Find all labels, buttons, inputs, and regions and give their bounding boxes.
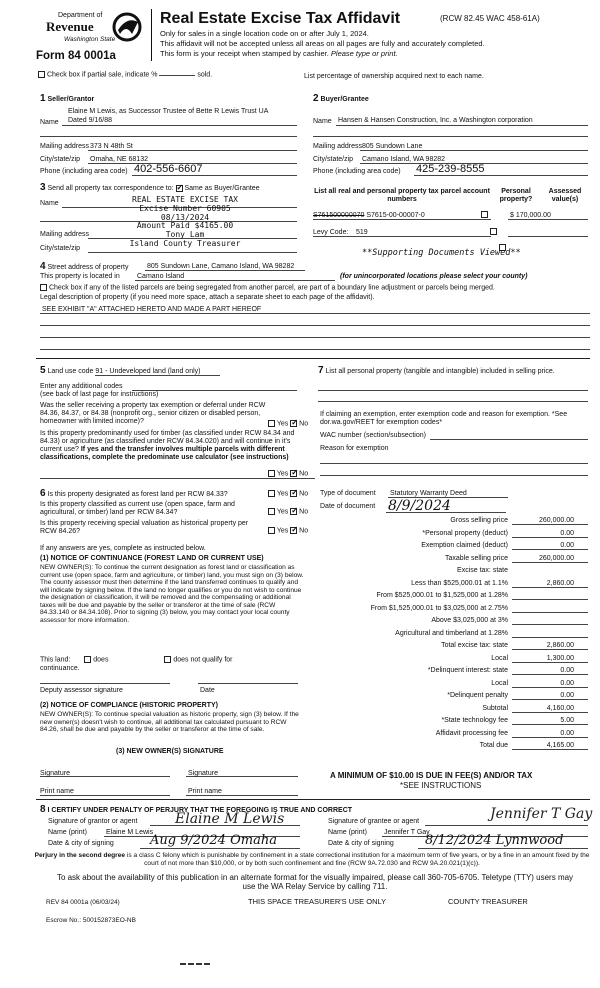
- print-label-1: Print name: [40, 788, 74, 795]
- assessed-value: $ 170,000.00: [510, 212, 551, 219]
- personal-property-checkbox-2[interactable]: [490, 228, 497, 235]
- parcel-number: S7615-00-00007-0: [366, 212, 425, 219]
- s5-q2-yesno: Yes ✓ No: [268, 470, 308, 478]
- s6-q1-yesno: Yes ✓ No: [268, 490, 308, 498]
- tax-row-label: Affidavit processing fee: [435, 729, 508, 737]
- stamp-line-4: Tony Lam: [165, 230, 205, 240]
- s6-q1-yes-checkbox[interactable]: [268, 490, 275, 497]
- tax-row-value: 1,300.00: [546, 654, 574, 662]
- stamp-line-0: REAL ESTATE EXCISE TAX: [132, 195, 238, 204]
- grantee-name-label: Name (print): [328, 829, 367, 836]
- alt-format-text: To ask about the availability of this publication in an alternate format for the visually impaired, please call 360-705-6705. Teletype (TTY) users may use the WA Relay Service by calling 711.: [56, 873, 574, 892]
- partial-sale-row: [38, 71, 212, 79]
- s5-q1: Was the seller receiving a property tax exemption or deferral under RCW 84.36, 84.37, or 84.38 (nonprofit org., senior citizen or disabled person, homeowner with limited income)?: [40, 402, 266, 426]
- grantee-date-value: 8/12/2024 Lynnwood: [425, 833, 564, 848]
- print-label-2: Print name: [188, 788, 222, 795]
- seller-name-label: Name: [40, 119, 59, 126]
- levy-value: 519: [356, 229, 368, 236]
- form-title: Real Estate Excise Tax Affidavit: [160, 10, 401, 27]
- tax-row-label: *Delinquent interest: state: [427, 667, 508, 674]
- tax-row-value: 0.00: [560, 679, 574, 687]
- additional-codes: Enter any additional codes: [40, 383, 123, 390]
- dept-line3: Washington State: [64, 36, 116, 43]
- tax-row-line: [512, 687, 588, 688]
- grantor-name-value: Elaine M Lewis: [106, 829, 154, 836]
- tax-row-value: 5.00: [560, 717, 574, 724]
- s6-q3-yes-checkbox[interactable]: [268, 527, 275, 534]
- s5-q1-no-checkbox[interactable]: [290, 420, 297, 427]
- form-number: Form 84 0001a: [36, 50, 116, 62]
- buyer-name-value: Hansen & Hansen Construction, Inc. a Washington corporation: [338, 117, 533, 124]
- tax-row-label: Taxable selling price: [444, 554, 508, 562]
- partial-sale-right: List percentage of ownership acquired next to each name.: [304, 73, 484, 80]
- deputy-date-label: Date: [200, 687, 215, 694]
- street-address-value: 805 Sundown Lane, Camano Island, WA 98282: [147, 263, 295, 270]
- doc-date-value: 8/9/2024: [388, 498, 451, 514]
- tax-row-line: [512, 637, 588, 638]
- parcel-col1-header: List all real and personal property tax parcel account numbers: [314, 188, 490, 204]
- seller-city-value: Omaha, NE 68132: [90, 156, 148, 163]
- tax-row-line: [512, 549, 588, 550]
- notice2-body: NEW OWNER(S): To continue special valuation as historic property, sign (3) below. If the new owner(s) doesn't wish to continue, all additional tax calculated pursuant to RCW 84.26, shall be due and payable by the seller or transferor at the time of sale.: [40, 711, 299, 734]
- s6-q1: 6 Is this property designated as forest land per RCW 84.33?: [40, 488, 228, 499]
- tax-row-line: [512, 562, 588, 563]
- tax-row-value: 0.00: [560, 542, 574, 549]
- partial-sale-label-a: Check box if partial sale, indicate %: [46, 71, 158, 79]
- doc-type-value: Statutory Warranty Deed: [390, 490, 467, 497]
- buyer-city-value: Camano Island, WA 98282: [362, 156, 446, 163]
- seller-city-label: City/state/zip: [40, 156, 81, 163]
- tax-row-label: Total due: [479, 742, 508, 749]
- tax-row-label: Exemption claimed (deduct): [421, 542, 508, 549]
- supporting-docs: **Supporting Documents Viewed**: [362, 248, 521, 258]
- located-label: This property is located in: [40, 273, 120, 280]
- levy-label: Levy Code:: [313, 229, 349, 236]
- treasurer-stamp: [110, 196, 260, 249]
- perjury-text: Perjury in the second degree is a class C felony which is punishable by confinement in a state correctional institution for a maximum term of five years, or by a fine in an amount fixed by the court of not more than $10,000, or by both such confinement and fine (RCW 9A.72.030 and RCW 9A.20.021(1)(c)).: [34, 852, 590, 867]
- notice1-head: (1) NOTICE OF CONTINUANCE (FOREST LAND OR CURRENT USE): [40, 555, 264, 562]
- sig-label-1: Signature: [40, 770, 70, 777]
- wac-label: WAC number (section/subsection): [320, 432, 426, 439]
- section4-heading: 4 Street address of property: [40, 261, 129, 272]
- tax-row-line: [512, 612, 588, 613]
- s6-q3-no-checkbox[interactable]: [290, 527, 297, 534]
- s5-q2-yes-checkbox[interactable]: [268, 470, 275, 477]
- sig-label-2: Signature: [188, 770, 218, 777]
- s6-q3-yesno: Yes ✓ No: [268, 527, 308, 535]
- tax-row-label: Excise tax: state: [457, 567, 508, 574]
- tax-row-line: [512, 624, 588, 625]
- partial-sale-label-b: sold.: [197, 71, 213, 79]
- grantor-name-label: Name (print): [48, 829, 87, 836]
- s6-q2-yes-checkbox[interactable]: [268, 508, 275, 515]
- reason-label: Reason for exemption: [320, 445, 389, 452]
- form-rcw: (RCW 82.45 WAC 458-61A): [440, 14, 540, 23]
- tax-row-value: 0.00: [560, 529, 574, 537]
- tax-row-label: Above $3,025,000 at 3%: [431, 617, 508, 624]
- segregated-row: Check box if any of the listed parcels are being segregated from another parcel, are part of a boundary line adjustment or parcels being merged.: [40, 284, 590, 292]
- personal-property-checkbox-1[interactable]: [481, 211, 488, 218]
- tax-row-value: 0.00: [560, 692, 574, 699]
- partial-sale-checkbox[interactable]: [38, 71, 45, 78]
- tax-row-label: Agricultural and timberland at 1.28%: [395, 629, 508, 637]
- dor-emblem-icon: [112, 12, 142, 42]
- header-divider: [151, 9, 152, 61]
- dept-line2: Revenue: [46, 19, 94, 34]
- s5-q1-yesno: Yes ✓ No: [268, 420, 308, 428]
- seller-phone-label: Phone (including area code): [40, 168, 128, 175]
- tax-row-label: *Delinquent penalty: [447, 692, 508, 699]
- parcel-col2-header: Personal property?: [499, 188, 533, 204]
- tax-row-line: [512, 599, 588, 600]
- s3-name-label: Name: [40, 200, 59, 207]
- buyer-name-label: Name: [313, 118, 332, 125]
- legal-description-label: Legal description of property (if you need more space, attach a separate sheet to each page of the affidavit).: [40, 294, 375, 301]
- unincorporated-note: (for unincorporated locations please select your county): [340, 273, 528, 280]
- located-value: Camano Island: [137, 273, 185, 280]
- s3-city-label: City/state/zip: [40, 245, 81, 252]
- stamp-line-1: Excise Number 60905: [139, 203, 231, 213]
- tax-row-line: [512, 649, 588, 650]
- footer-escrow: Escrow No.: 500152873EO-NB: [46, 917, 136, 924]
- stamp-line-5: Island County Treasurer: [129, 238, 241, 248]
- buyer-heading: 2 Buyer/Grantee: [313, 93, 369, 104]
- footer-mark: [180, 963, 210, 965]
- tax-row-line: [512, 712, 588, 713]
- parcel-struck: S761500000070: [313, 212, 365, 219]
- does-not-checkbox[interactable]: [164, 656, 171, 663]
- buyer-mailing-label: Mailing address: [313, 143, 363, 150]
- tax-row-label: Total excise tax: state: [441, 642, 508, 649]
- tax-row-label: *Personal property (deduct): [422, 529, 508, 537]
- this-land-row: This land: does does not qualify for: [40, 656, 233, 664]
- tax-row-line: [512, 537, 588, 538]
- tax-row-label: Subtotal: [482, 704, 508, 712]
- land-use-value: 91 - Undeveloped land (land only): [95, 368, 220, 376]
- tax-row-value: 2,860.00: [546, 642, 574, 649]
- s5-q2-no-checkbox[interactable]: [290, 470, 297, 477]
- tax-row-line: [512, 737, 588, 738]
- tax-row-label: From $1,525,000.01 to $3,025,000 at 2.75%: [370, 604, 508, 612]
- section7-heading: 7 List all personal property (tangible and intangible) included in selling price.: [318, 365, 555, 376]
- buyer-mailing-value: 805 Sundown Lane: [362, 143, 423, 150]
- seller-phone-value: 402-556-6607: [134, 163, 203, 175]
- tax-row-label: *State technology fee: [441, 717, 508, 724]
- header-line3-b: Please type or print.: [330, 49, 398, 58]
- section3-heading: 3 Send all property tax correspondence to: ✓ Same as Buyer/Grantee: [40, 182, 260, 194]
- header-line2: This affidavit will not be accepted unless all areas on all pages are fully and accurately completed.: [160, 39, 485, 48]
- grantee-sig-label: Signature of grantee or agent: [328, 818, 420, 825]
- deputy-label: Deputy assessor signature: [40, 687, 123, 694]
- tax-row-value: 4,160.00: [546, 704, 574, 712]
- s5-q2: Is this property predominantly used for timber (as classified under RCW 84.34 and 84.33) or agriculture (as classified under RCW 84.34.020) and will continue in it's current use? If yes and the transfer involves multiple parcels with different classifications, complete the predominate use calculator (see instructions): [40, 430, 295, 462]
- tax-row-label: Local: [491, 654, 508, 662]
- grantor-date-label: Date & city of signing: [48, 840, 114, 847]
- s6-q1-no-checkbox[interactable]: [290, 490, 297, 497]
- grantor-signature: Elaine M Lewis: [175, 811, 285, 827]
- seller-heading: 1 Seller/Grantor: [40, 93, 95, 104]
- tax-row-line: [512, 587, 588, 588]
- buyer-phone-value: 425-239-8555: [416, 163, 485, 175]
- grantee-date-label: Date & city of signing: [328, 840, 394, 847]
- tax-row-value: 260,000.00: [538, 517, 574, 524]
- section5-heading: 5 Land use code 91 - Undeveloped land (land only): [40, 365, 220, 377]
- header-line1: Only for sales in a single location code on or after July 1, 2024.: [160, 29, 369, 38]
- parcel-col3-header: Assessed value(s): [548, 188, 582, 204]
- footer-rev: REV 84 0001a (06/03/24): [46, 899, 120, 906]
- minimum-due: A MINIMUM OF $10.00 IS DUE IN FEE(S) AND/OR TAX: [330, 771, 533, 780]
- segregated-checkbox[interactable]: [40, 284, 47, 291]
- see-back: (see back of last page for instructions): [40, 391, 159, 398]
- tax-row-value: 260,000.00: [538, 554, 574, 562]
- grantee-name-value: Jennifer T Gay: [384, 829, 430, 836]
- header-line3-a: This form is your receipt when stamped by cashier.: [160, 49, 331, 58]
- footer-treasurer: THIS SPACE TREASURER'S USE ONLY: [248, 897, 387, 906]
- tax-row-label: From $525,000.01 to $1,525,000 at 1.28%: [376, 592, 508, 599]
- s3-mailing-label: Mailing address: [40, 231, 90, 238]
- tax-row-line: [512, 674, 588, 675]
- seller-mailing-value: 373 N 48th St: [90, 143, 133, 150]
- tax-row-line: [512, 699, 588, 700]
- tax-row-value: 2,860.00: [546, 579, 574, 587]
- tax-row-line: [512, 524, 588, 525]
- s6-q2: Is this property classified as current use (open space, farm and agricultural, or timber) land per RCW 84.34?: [40, 501, 235, 517]
- tax-row-label: Gross selling price: [450, 517, 508, 524]
- tax-row-label: Local: [491, 679, 508, 687]
- s6-q2-yesno: Yes ✓ No: [268, 508, 308, 516]
- footer-county: COUNTY TREASURER: [448, 897, 528, 906]
- exemption-text: If claiming an exemption, enter exemption code and reason for exemption. *See dor.wa.gov/REET for exemption codes*: [320, 411, 568, 427]
- notice1-body: NEW OWNER(S): To continue the current designation as forest land or classification as current use (open space, farm and agriculture, or timber) land, you must sign on (3) below. The county assessor must then determine if the land transferred continues to qualify and will indicate by signing below. If the land no longer qualifies or you do not wish to continue the designation or classification, it will be removed and the compensating or additional taxes will be due and payable by the seller or transferor at the time of sale (RCW 84.33.140 or 84.34.108). Prior to signing (3) below, you may contact your local county assessor for more information.: [40, 564, 304, 625]
- seller-name-2: Dated 9/16/88: [68, 117, 112, 124]
- seller-mailing-label: Mailing address: [40, 143, 90, 150]
- doc-date-label: Date of document: [320, 503, 376, 510]
- grantor-date-value: Aug 9/2024 Omaha: [150, 833, 277, 848]
- stamp-line-3: Amount Paid $4165.00: [136, 221, 234, 231]
- s5-q1-yes-checkbox[interactable]: [268, 420, 275, 427]
- see-instructions: *SEE INSTRUCTIONS: [400, 781, 482, 790]
- tax-row-line: [512, 724, 588, 725]
- same-as-buyer-checkbox[interactable]: [176, 185, 183, 192]
- grantor-sig-label: Signature of grantor or agent: [48, 818, 138, 825]
- s6-q3: Is this property receiving special valuation as historical property per RCW 84.26?: [40, 520, 249, 536]
- tax-row-value: 0.00: [560, 667, 574, 674]
- exhibit-text: SEE EXHIBIT "A" ATTACHED HERETO AND MADE A PART HEREOF: [42, 306, 262, 313]
- tax-row-label: Less than $525,000.01 at 1.1%: [411, 579, 508, 587]
- new-owner-sig-head: (3) NEW OWNER(S) SIGNATURE: [116, 748, 224, 755]
- stamp-line-2: 08/13/2024: [160, 212, 210, 222]
- continuance-label: continuance.: [40, 665, 80, 672]
- tax-row-line: [512, 662, 588, 663]
- tax-row-line: [512, 749, 588, 750]
- s6-any-yes: If any answers are yes, complete as instructed below.: [40, 545, 206, 552]
- tax-row-value: 4,165.00: [546, 742, 574, 749]
- seller-name-1: Elaine M Lewis, as Successor Trustee of Bette R Lewis Trust UA: [68, 108, 269, 115]
- section8-heading: 8 I CERTIFY UNDER PENALTY OF PERJURY THAT THE FOREGOING IS TRUE AND CORRECT: [40, 804, 353, 815]
- dept-line1: Department of: [58, 12, 103, 19]
- buyer-phone-label: Phone (including area code): [313, 168, 401, 175]
- s6-q2-no-checkbox[interactable]: [290, 508, 297, 515]
- notice2-head: (2) NOTICE OF COMPLIANCE (HISTORIC PROPERTY): [40, 702, 218, 709]
- doc-type-label: Type of document: [320, 490, 376, 497]
- tax-row-value: 0.00: [560, 729, 574, 737]
- header-line3: [160, 50, 398, 59]
- buyer-city-label: City/state/zip: [313, 156, 354, 163]
- grantee-signature: Jennifer T Gay: [490, 806, 593, 822]
- does-checkbox[interactable]: [84, 656, 91, 663]
